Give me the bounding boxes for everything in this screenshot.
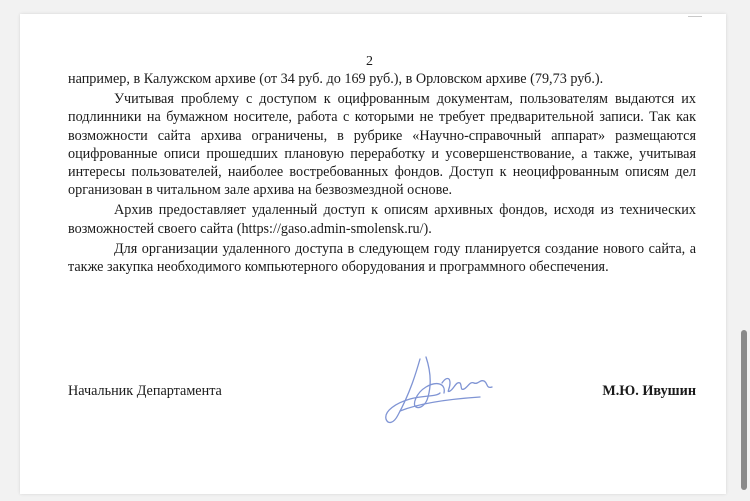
page-edge-mark xyxy=(688,16,702,17)
paragraph-1: например, в Калужском архиве (от 34 руб. до 169 руб.), в Орловском архиве (79,73 руб.). xyxy=(68,71,604,87)
signer-name: М.Ю. Ивушин xyxy=(602,383,696,399)
letter-body xyxy=(68,70,696,276)
paragraph-4: Для организации удаленного доступа в следующем году планируется создание нового сайта, а также закупка необходимого компьютерного оборудования и программного обеспечения. xyxy=(68,240,696,276)
paragraph-2: Учитывая проблему с доступом к оцифрованным документам, пользователям выдаются их подлинники на бумажном носителе, работа с которыми не требует предварительной записи. Так как возможности сайта архива ограничены, в рубрике «Научно-справочный аппарат» размещаются оцифрованные описи прошедших плановую переработку и усовершенствование, а также, учитывая интересы пользователей, наиболее востребованных фондов. Доступ к неоцифрованным описям дел организован в читальном зале архива на безвозмездной основе. xyxy=(68,91,696,199)
position-title: Начальник Департамента xyxy=(68,383,222,399)
paragraph-3: Архив предоставляет удаленный доступ к описям архивных фондов, исходя из технических возможностей своего сайта (https://gaso.admin-smolensk.ru/). xyxy=(68,202,696,237)
handwritten-signature-icon xyxy=(380,353,508,427)
page-number: 2 xyxy=(366,54,373,69)
signature-block xyxy=(68,383,696,463)
vertical-scrollbar[interactable] xyxy=(741,330,747,490)
document-page xyxy=(20,14,726,494)
